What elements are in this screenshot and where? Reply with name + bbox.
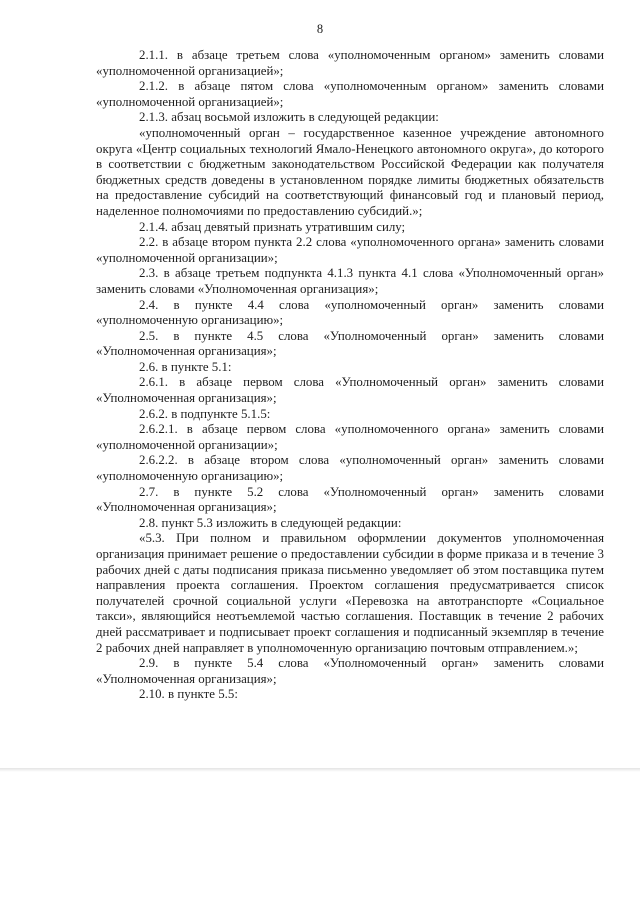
document-body bbox=[96, 48, 604, 703]
paragraph: 2.6.2. в подпункте 5.1.5: bbox=[139, 406, 271, 421]
paragraph: 2.1.4. абзац девятый признать утратившим силу; bbox=[139, 219, 406, 234]
paragraph: 2.1.2. в абзаце пятом слова «уполномоченным органом» заменить словами «уполномоченной организацией»; bbox=[96, 79, 604, 109]
page-number: 8 bbox=[316, 22, 324, 36]
paragraph: 2.5. в пункте 4.5 слова «Уполномоченный орган» заменить словами «Уполномоченная организация»; bbox=[96, 328, 604, 359]
paragraph: 2.8. пункт 5.3 изложить в следующей редакции: bbox=[139, 515, 402, 530]
paragraph: 2.9. в пункте 5.4 слова «Уполномоченный орган» заменить словами «Уполномоченная организация»; bbox=[96, 656, 604, 686]
paragraph: 2.2. в абзаце втором пункта 2.2 слова «уполномоченного органа» заменить словами «уполномоченной организации»; bbox=[96, 235, 604, 265]
paragraph: 2.7. в пункте 5.2 слова «Уполномоченный орган» заменить словами «Уполномоченная организация»; bbox=[96, 484, 604, 515]
paragraph: 2.6.2.2. в абзаце втором слова «уполномоченный орган» заменить словами «уполномоченную организацию»; bbox=[96, 453, 604, 484]
page-edge-shadow bbox=[0, 768, 640, 772]
paragraph: «уполномоченный орган – государственное казенное учреждение автономного округа «Центр социальных технологий Ямало-Ненецкого автономного округа», до которого в соответствии с бюджетным законодательством Российской Федерации как получателя бюджетных средств доведены в установленном порядке лимиты бюджетных обязательств на предоставление субсидий на соответствующий финансовый год и плановый период, наделенное полномочиями по предоставлению субсидий.»; bbox=[96, 125, 604, 218]
paragraph: 2.10. в пункте 5.5: bbox=[139, 687, 238, 702]
paragraph: 2.4. в пункте 4.4 слова «уполномоченный орган» заменить словами «уполномоченную организацию»; bbox=[96, 297, 604, 328]
paragraph: 2.6.2.1. в абзаце первом слова «уполномоченного органа» заменить словами «уполномоченной организации»; bbox=[96, 422, 604, 452]
paragraph: 2.1.3. абзац восьмой изложить в следующей редакции: bbox=[139, 110, 439, 125]
paragraph: 2.3. в абзаце третьем подпункта 4.1.3 пункта 4.1 слова «Уполномоченный орган» заменить словами «Уполномоченная организация»; bbox=[96, 266, 604, 296]
paragraph: 2.6. в пункте 5.1: bbox=[139, 359, 232, 374]
paragraph: «5.3. При полном и правильном оформлении документов уполномоченная организация принимает решение о предоставлении субсидии в форме приказа и в течение 3 рабочих дней с даты подписания приказа письменно уведомляет об этом поставщика путем направления проекта соглашения. Проектом соглашения предусматривается список получателей срочной социальной услуги «Перевозка на автотранспорте «Социальное такси», являющийся неотъемлемой частью соглашения. Поставщик в течение 2 рабочих дней рассматривает и подписывает проект соглашения и подписанный экземпляр в течение 2 рабочих дней направляет в уполномоченную организацию почтовым отправлением.»; bbox=[96, 531, 604, 655]
paragraph: 2.6.1. в абзаце первом слова «Уполномоченный орган» заменить словами «Уполномоченная организация»; bbox=[96, 375, 604, 406]
paragraph: 2.1.1. в абзаце третьем слова «уполномоченным органом» заменить словами «уполномоченной организацией»; bbox=[96, 48, 604, 78]
